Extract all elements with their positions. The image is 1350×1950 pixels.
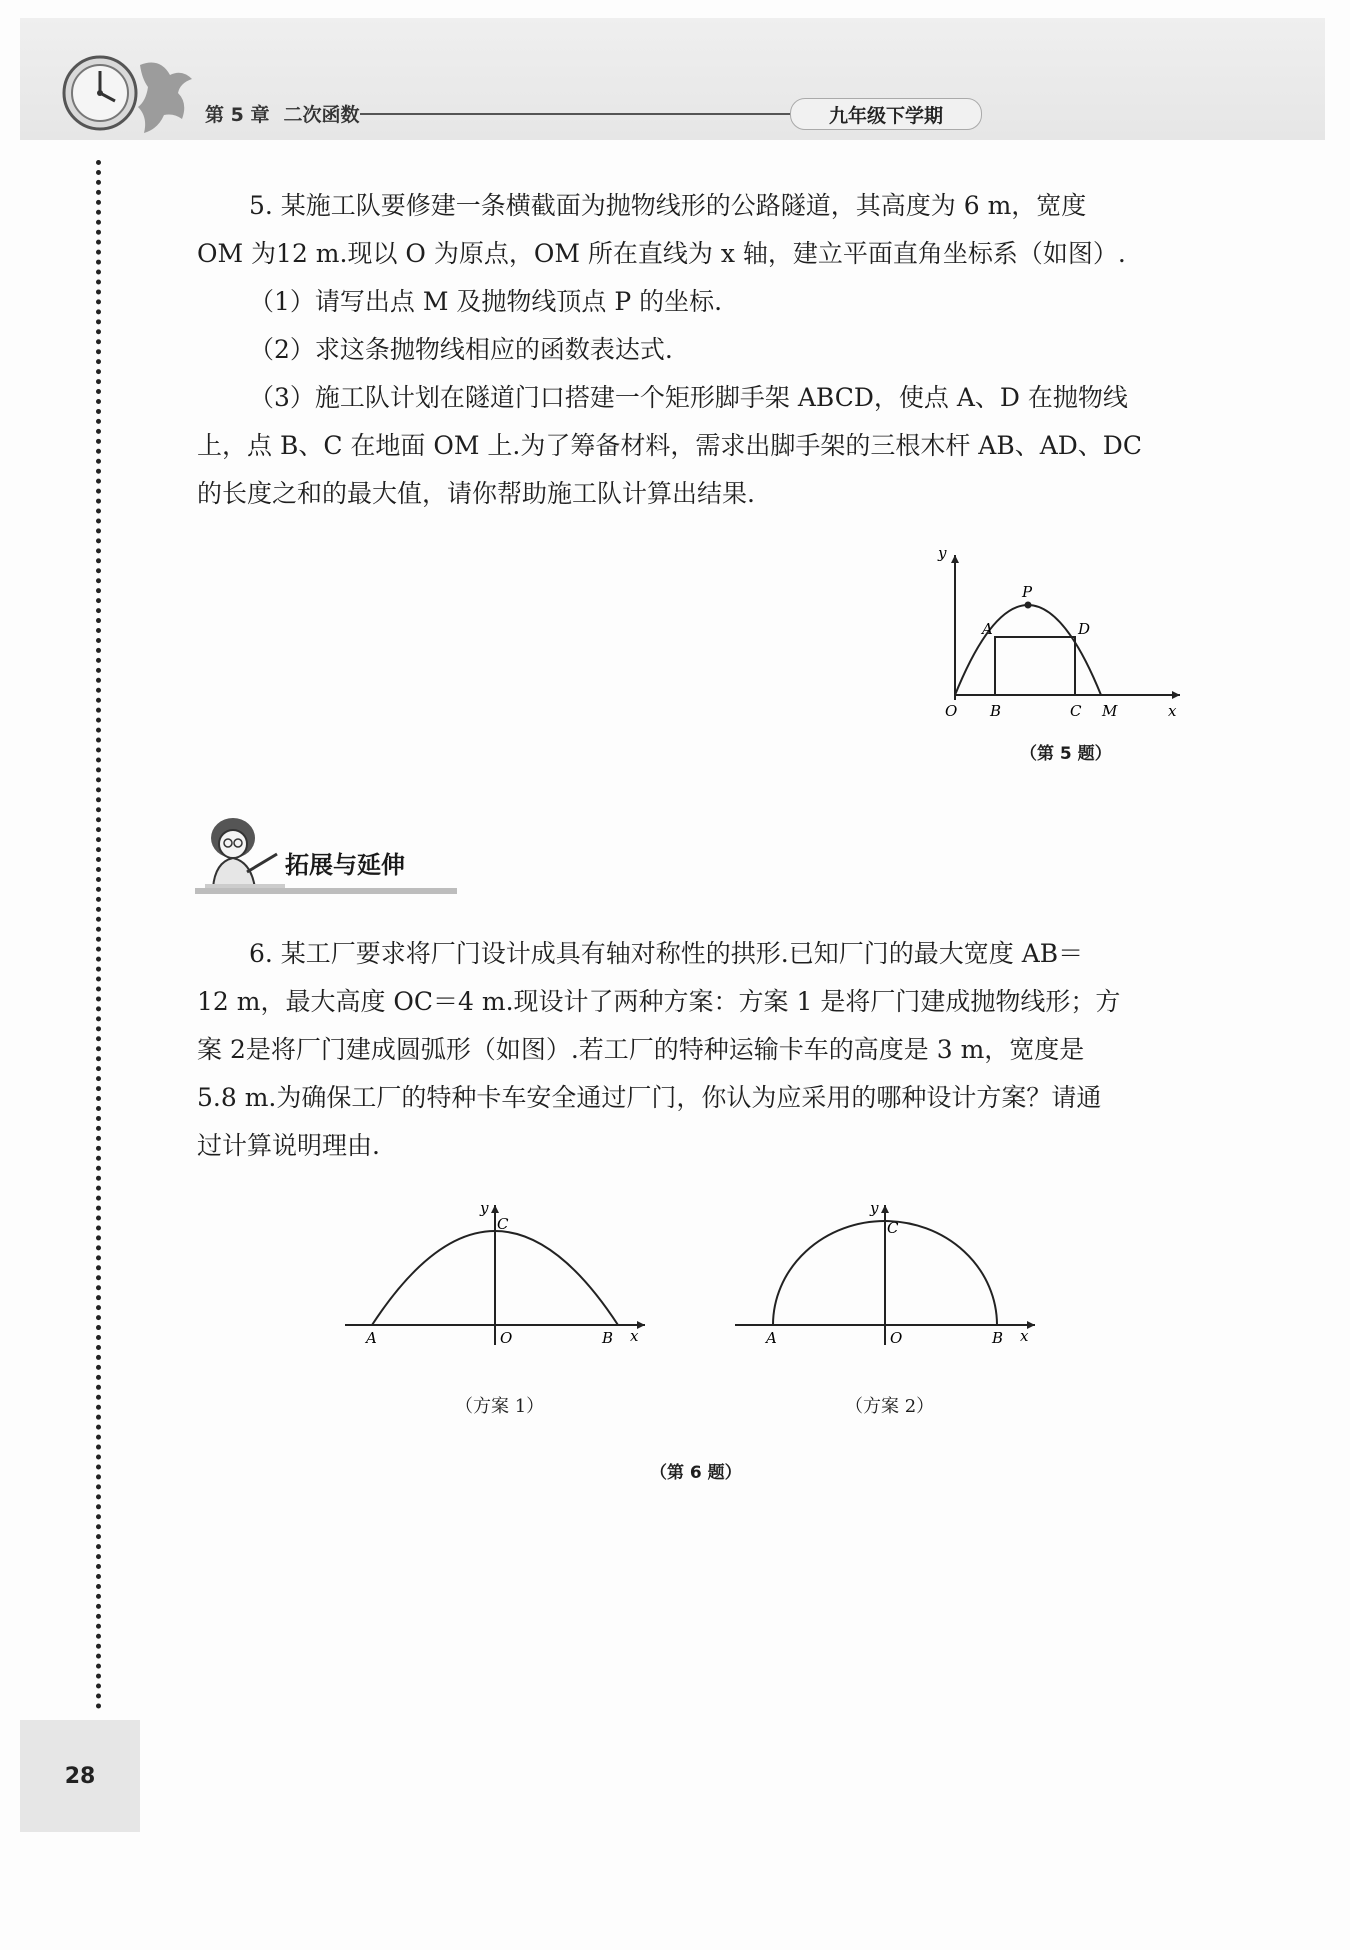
- header-rule: [360, 113, 790, 115]
- label-c: C: [497, 1215, 509, 1233]
- problem-5-line: 上，点 B、C 在地面 OM 上.为了筹备材料，需求出脚手架的三根木杆 AB、AD、DC: [197, 431, 1142, 460]
- y-axis-arrow: [491, 1205, 499, 1213]
- vertex-point: [1025, 602, 1032, 609]
- figure-5-caption: （第 5 题）: [1020, 744, 1112, 764]
- page-number: 28: [64, 1763, 96, 1789]
- problem-6-line: 5.8 m.为确保工厂的特种卡车安全通过厂门，你认为应采用的哪种设计方案？请通: [197, 1083, 1102, 1112]
- plan-2-caption: （方案 2）: [845, 1396, 935, 1417]
- label-o: O: [945, 702, 958, 720]
- label-y: y: [480, 1199, 489, 1217]
- label-x: x: [1168, 702, 1177, 720]
- chapter-number: 第 5 章: [205, 104, 270, 126]
- label-y: y: [938, 544, 947, 562]
- label-x: x: [630, 1327, 639, 1345]
- label-m: M: [1102, 702, 1118, 720]
- label-a: A: [982, 620, 993, 638]
- label-p: P: [1022, 583, 1033, 601]
- scaffold-rectangle: [995, 637, 1075, 695]
- problem-6-line: 12 m，最大高度 OC＝4 m.现设计了两种方案：方案 1 是将厂门建成抛物线形；方: [197, 987, 1121, 1016]
- label-x: x: [1020, 1327, 1029, 1345]
- section-underline: [195, 888, 457, 894]
- problem-5-line: 的长度之和的最大值，请你帮助施工队计算出结果.: [197, 479, 755, 508]
- problem-5-text: [197, 182, 1182, 518]
- label-c: C: [887, 1219, 899, 1237]
- problem-6-line: 过计算说明理由.: [197, 1131, 380, 1160]
- label-d: D: [1078, 620, 1091, 638]
- label-y: y: [870, 1199, 879, 1217]
- label-c: C: [1070, 702, 1082, 720]
- dotted-margin-line: [96, 160, 101, 1710]
- label-a: A: [766, 1329, 777, 1347]
- label-o: O: [890, 1329, 903, 1347]
- problem-5-line: 5. 某施工队要修建一条横截面为抛物线形的公路隧道，其高度为 6 m，宽度: [249, 191, 1087, 220]
- problem-5-line: （3）施工队计划在隧道门口搭建一个矩形脚手架 ABCD，使点 A、D 在抛物线: [249, 383, 1128, 412]
- label-a: A: [366, 1329, 377, 1347]
- figure-5-tunnel-graph: [930, 540, 1190, 720]
- figure-6-plan-2: [730, 1195, 1045, 1355]
- section-title: 拓展与延伸: [285, 851, 405, 879]
- y-axis-arrow: [951, 555, 959, 563]
- figure-6-caption: （第 6 题）: [650, 1463, 742, 1483]
- parabola-curve: [955, 605, 1101, 695]
- problem-6-line: 6. 某工厂要求将厂门设计成具有轴对称性的拱形.已知厂门的最大宽度 AB＝: [249, 939, 1084, 968]
- problem-5-line: （1）请写出点 M 及抛物线顶点 P 的坐标.: [249, 287, 723, 316]
- plan-1-caption: （方案 1）: [455, 1396, 545, 1417]
- label-o: O: [500, 1329, 513, 1347]
- problem-6-text: [197, 930, 1182, 1170]
- page-number-box: [20, 1720, 140, 1832]
- y-axis-arrow: [881, 1205, 889, 1213]
- clock-runner-logo: [55, 45, 205, 145]
- problem-6-line: 案 2是将厂门建成圆弧形（如图）.若工厂的特种运输卡车的高度是 3 m，宽度是: [197, 1035, 1085, 1064]
- chapter-title: [205, 100, 373, 127]
- problem-5-line: （2）求这条抛物线相应的函数表达式.: [249, 335, 673, 364]
- label-b: B: [990, 702, 1002, 720]
- x-axis-arrow: [1172, 691, 1180, 699]
- grade-badge: [790, 98, 982, 130]
- label-b: B: [602, 1329, 614, 1347]
- grade-text: 九年级下学期: [828, 104, 943, 127]
- chapter-name: 二次函数: [283, 104, 360, 126]
- problem-5-line: OM 为12 m.现以 O 为原点，OM 所在直线为 x 轴，建立平面直角坐标系（如图）.: [197, 239, 1126, 268]
- label-b: B: [992, 1329, 1004, 1347]
- figure-6-plan-1: [340, 1195, 655, 1355]
